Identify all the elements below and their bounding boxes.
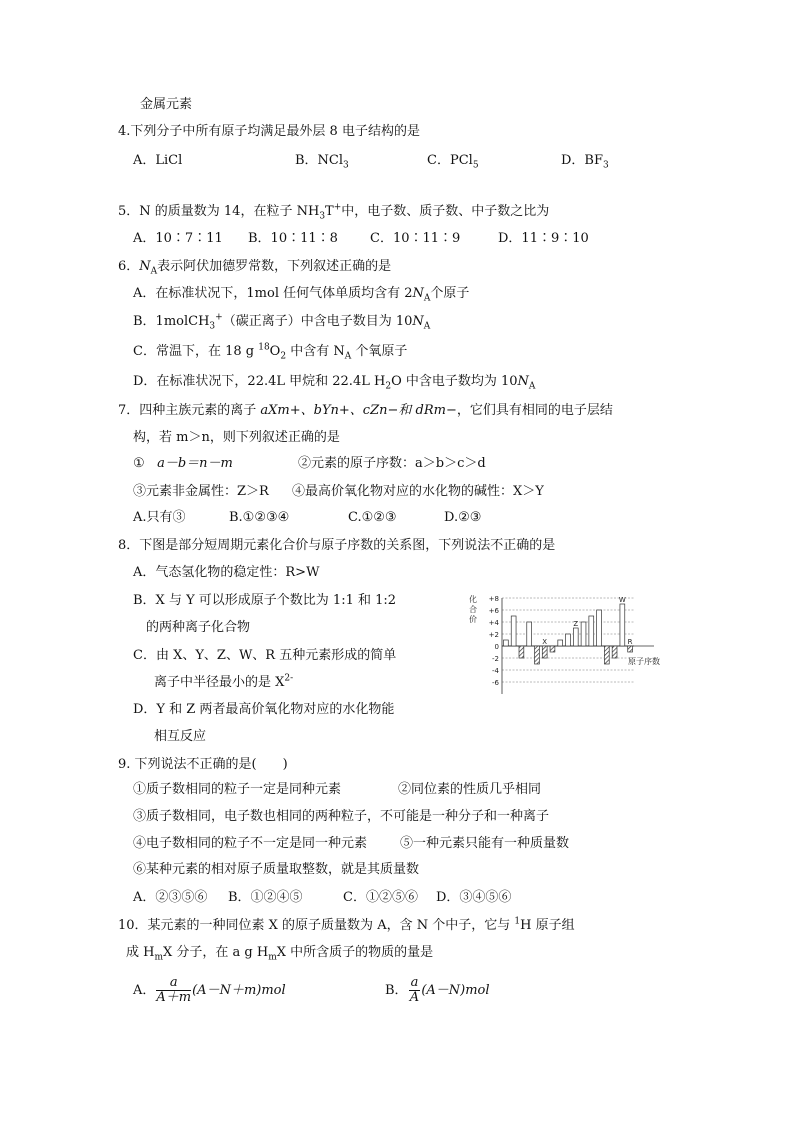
q8-option-d: D．Y 和 Z 两者最高价氧化物对应的水化物能: [133, 702, 395, 717]
q7-option-a: A.只有③: [133, 510, 186, 525]
q5-stem: 5．N 的质量数为 14，在粒子 $NH_3T^+$中，电子数、质子数、中子数之比为: [118, 202, 550, 222]
q7-statement-4: ④最高价氧化物对应的水化物的碱性：X＞Y: [292, 484, 544, 499]
fraction: $\frac{a}{A}$: [409, 975, 420, 1005]
chart-bar: [573, 628, 578, 646]
q10-option-b: B． $\frac{a}{A}$ (A－N)mol: [385, 975, 490, 1005]
chart-bar: [542, 646, 547, 658]
chart-ytick-label: -2: [492, 655, 499, 663]
q4-option-b: B．NCl$_3$: [295, 153, 349, 171]
q6-option-d: D．在标准状况下，22.4L 甲烷和 22.4L $H_2O$ 中含电子数均为 $10N_A$: [133, 374, 536, 392]
q4-option-a: A．LiCl: [133, 153, 183, 168]
chart-bar: [558, 640, 563, 646]
chart-bar: [620, 604, 625, 646]
chart-bar: [550, 646, 555, 652]
chart-ytick-label: 0: [494, 643, 499, 651]
q7-statement-3: ③元素非金属性：Z＞R: [133, 484, 269, 499]
chart-ylabel-char: 化: [469, 595, 477, 604]
q9-option-c: C．①②⑤⑥: [343, 890, 418, 905]
chart-xlabel: 原子序数: [628, 657, 660, 666]
q5-option-a: A．10∶7∶11: [133, 231, 223, 246]
chart-bar-label: W: [618, 596, 626, 604]
chart-bar: [612, 646, 617, 658]
chart-bar: [589, 616, 594, 646]
q9-statement-1: ①质子数相同的粒子一定是同种元素: [133, 782, 342, 797]
chart-ylabel-char: 合: [469, 605, 477, 614]
q6-option-c: C．常温下，在 18 g $^{18}O_2$ 中含有 $N_A$ 个氧原子: [133, 342, 408, 362]
q7-option-c: C.①②③: [348, 510, 397, 525]
chart-ytick-label: +6: [488, 607, 499, 615]
q9-statement-4: ④电子数相同的粒子不一定是同一种元素: [133, 836, 368, 851]
q8-option-b: B．X 与 Y 可以形成原子个数比为 1:1 和 1:2: [133, 593, 397, 608]
fraction: $\frac{a}{A+m}$: [156, 975, 192, 1005]
chart-bar: [597, 610, 602, 646]
q7-option-d: D.②③: [444, 510, 482, 525]
q8-option-c-line2: 离子中半径最小的是 $X^{2-}$: [154, 673, 294, 690]
chart-bar: [604, 646, 609, 664]
chart-bar: [519, 646, 524, 658]
q5-option-b: B．10∶11∶8: [248, 231, 338, 246]
q10-stem: 10．某元素的一种同位素 X 的原子质量数为 A，含 N 个中子，它与 $^1$H 原子组: [118, 916, 575, 933]
q7-option-b: B.①②③④: [229, 510, 290, 525]
q8-option-b-line2: 的两种离子化合物: [146, 620, 251, 635]
q9-option-a: A．②③⑤⑥: [133, 890, 208, 905]
valence-chart: [466, 590, 676, 702]
chart-ytick-label: +2: [488, 631, 499, 639]
chart-bar: [581, 622, 586, 646]
q5-option-d: D．11∶9∶10: [498, 231, 589, 246]
q6-option-a: A．在标准状况下，1mol 任何气体单质均含有 $2N_A$个原子: [133, 286, 470, 304]
q5-option-c: C．10∶11∶9: [370, 231, 461, 246]
q10-stem-line2: 成 $H_mX$ 分子，在 a g $H_mX$ 中所含质子的物质的量是: [126, 945, 434, 963]
q4-option-c: C．PCl$_5$: [427, 153, 479, 171]
chart-bar: [527, 622, 532, 646]
chart-bar: [566, 634, 571, 646]
q8-option-c: C．由 X、Y、Z、W、R 五种元素形成的简单: [133, 648, 397, 663]
chart-ylabel-char: 价: [469, 615, 477, 624]
q9-statement-5: ⑤一种元素只能有一种质量数: [400, 836, 570, 851]
chart-ytick-label: -6: [492, 679, 499, 687]
q8-option-a: A．气态氢化物的稳定性：R>W: [133, 565, 320, 580]
chart-ytick-label: +8: [488, 595, 499, 603]
chart-bar: [503, 640, 508, 646]
q10-option-a: A． $\frac{a}{A+m}$ (A－N＋m)mol: [133, 975, 286, 1005]
q8-option-d-line2: 相互反应: [154, 729, 207, 744]
chart-bar-label: X: [542, 638, 548, 646]
chart-bar: [628, 646, 633, 652]
q7-stem: 7．四种主族元素的离子 aXm+、bYn+、cZn−和 dRm−，它们具有相同的电子层结: [118, 403, 613, 418]
prev-question-tail: 金属元素: [140, 97, 193, 112]
q4-option-d: D．$BF_3$: [561, 153, 609, 171]
chart-bar: [511, 616, 516, 646]
q4-stem: 4.下列分子中所有原子均满足最外层 8 电子结构的是: [118, 124, 420, 139]
q7-statement-2: ②元素的原子序数：a＞b＞c＞d: [298, 456, 486, 471]
q8-stem: 8．下图是部分短周期元素化合价与原子序数的关系图，下列说法不正确的是: [118, 538, 556, 553]
q9-statement-3: ③质子数相同，电子数也相同的两种粒子，不可能是一种分子和一种离子: [133, 809, 550, 824]
q9-statement-6: ⑥某种元素的相对原子质量取整数，就是其质量数: [133, 862, 420, 877]
q9-statement-2: ②同位素的性质几乎相同: [398, 782, 542, 797]
chart-bar: [535, 646, 540, 664]
chart-bar-label: Z: [573, 620, 579, 628]
q7-stem-line2: 构，若 m＞n，则下列叙述正确的是: [133, 430, 340, 445]
chart-ylabel: [469, 594, 477, 624]
chart-ytick-label: +4: [488, 619, 499, 627]
q9-option-b: B．①②④⑤: [228, 890, 303, 905]
chart-ytick-label: -4: [492, 667, 499, 675]
q9-stem: 9. 下列说法不正确的是( ): [118, 757, 288, 772]
q6-stem: 6．$N_A$表示阿伏加德罗常数，下列叙述正确的是: [118, 259, 392, 277]
q6-option-b: B．1molCH$_3$+（碳正离子）中含电子数目为 $10N_A$: [133, 312, 431, 332]
q7-statement-1: ① a－b＝n－m: [133, 456, 233, 471]
chart-bar-label: R: [627, 638, 633, 646]
q9-option-d: D．③④⑤⑥: [436, 890, 512, 905]
